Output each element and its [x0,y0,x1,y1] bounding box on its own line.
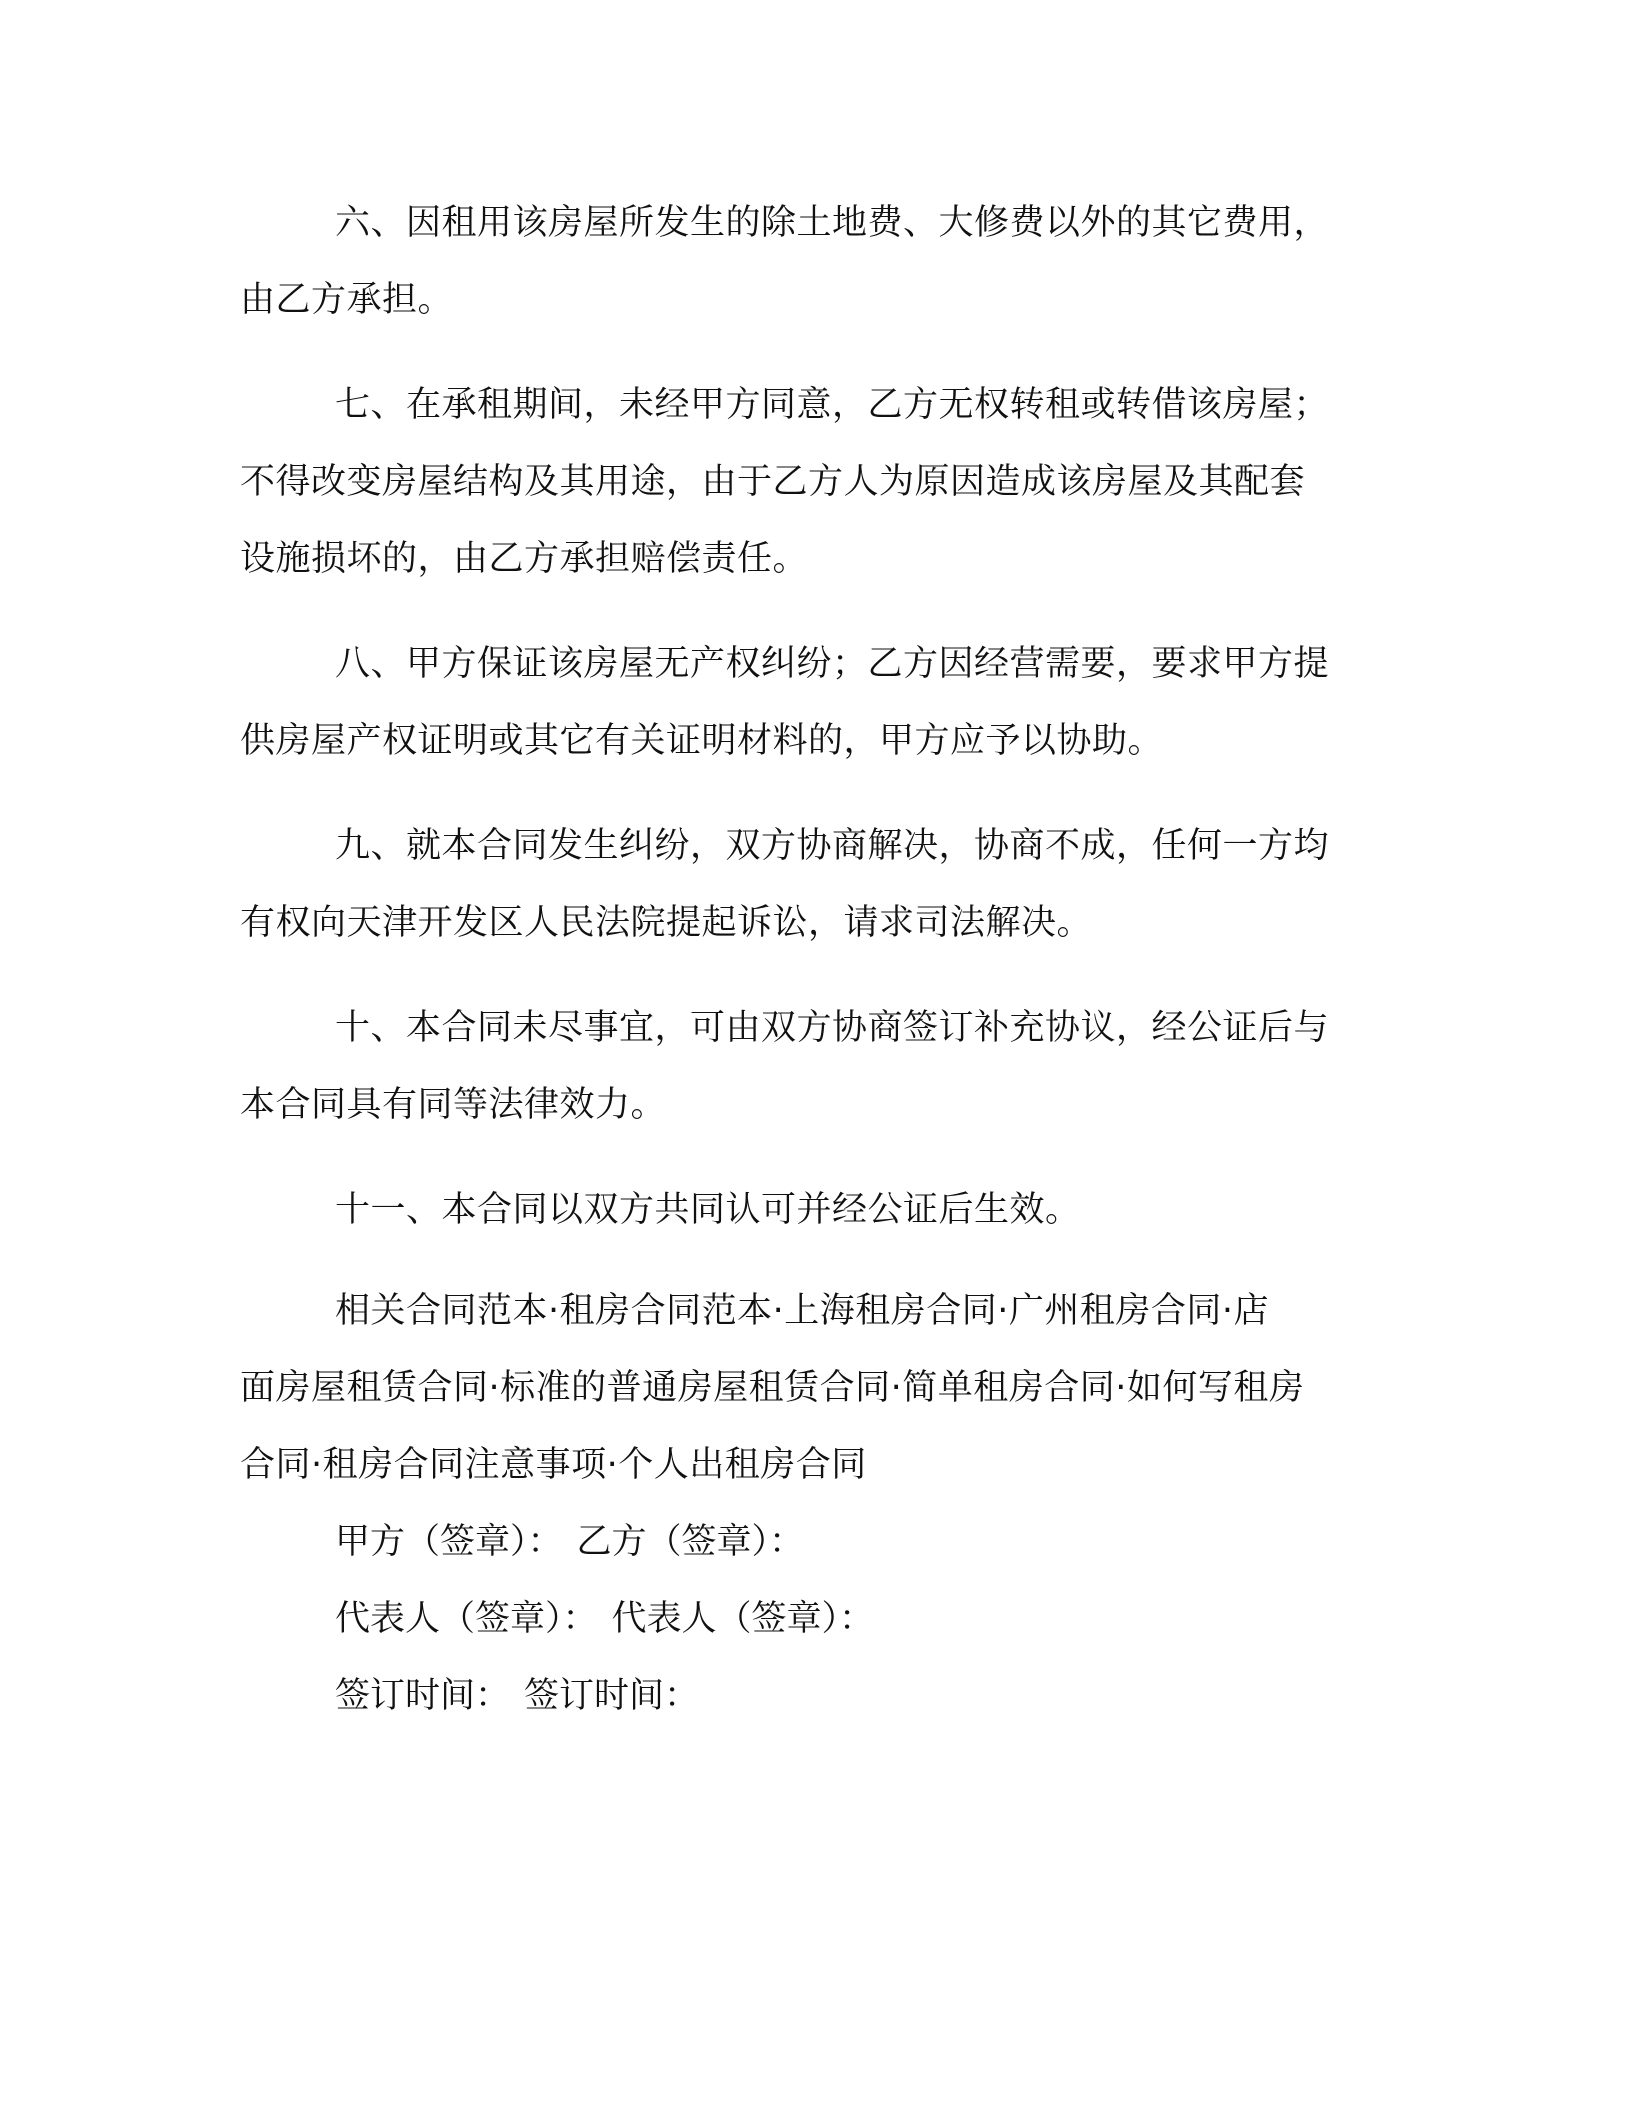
related-contracts-line2: 面房屋租赁合同·标准的普通房屋租赁合同·简单租房合同·如何写租房 [240,1368,1305,1408]
signature-parties [240,1504,1390,1581]
document-page [240,185,1390,1735]
clause-seven-line1: 七、在承租期间，未经甲方同意，乙方无权转租或转借该房屋； [335,385,1330,425]
clause-eight-line1: 八、甲方保证该房屋无产权纠纷；乙方因经营需要，要求甲方提 [335,644,1330,684]
clause-six-line1: 六、因租用该房屋所发生的除土地费、大修费以外的其它费用， [335,203,1330,243]
party-a-signature-label: 甲方（签章）： [335,1522,563,1562]
rep-a-signature-label: 代表人（签章）： [335,1599,598,1639]
date-b-label: 签订时间： [524,1676,700,1716]
clause-ten-line1: 十、本合同未尽事宜，可由双方协商签订补充协议，经公证后与 [335,1008,1330,1048]
rep-b-signature-label: 代表人（签章）： [611,1599,875,1639]
clause-nine-line1: 九、就本合同发生纠纷，双方协商解决，协商不成，任何一方均 [335,826,1330,866]
related-contracts-line3: 合同·租房合同注意事项·个人出租房合同 [240,1445,867,1485]
related-contracts [240,1273,1390,1504]
clause-six-line2: 由乙方承担。 [240,280,454,320]
signature-representatives [240,1581,1390,1658]
clause-ten [240,990,1390,1144]
signature-dates [240,1658,1390,1735]
clause-eight-line2: 供房屋产权证明或其它有关证明材料的，甲方应予以协助。 [240,721,1164,761]
clause-seven-line2: 不得改变房屋结构及其用途，由于乙方人为原因造成该房屋及其配套 [240,462,1306,502]
clause-nine-line2: 有权向天津开发区人民法院提起诉讼，请求司法解决。 [240,903,1093,943]
clause-six [240,185,1390,339]
clause-nine [240,808,1390,962]
clause-eleven-line1: 十一、本合同以双方共同认可并经公证后生效。 [335,1190,1081,1230]
clause-seven [240,367,1390,598]
related-contracts-line1: 相关合同范本·租房合同范本·上海租房合同·广州租房合同·店 [335,1291,1270,1331]
clause-eight [240,626,1390,780]
date-a-label: 签订时间： [335,1676,511,1716]
clause-ten-line2: 本合同具有同等法律效力。 [240,1085,667,1125]
party-b-signature-label: 乙方（签章）： [576,1522,805,1562]
clause-eleven [240,1172,1390,1249]
clause-seven-line3: 设施损坏的，由乙方承担赔偿责任。 [240,539,809,579]
